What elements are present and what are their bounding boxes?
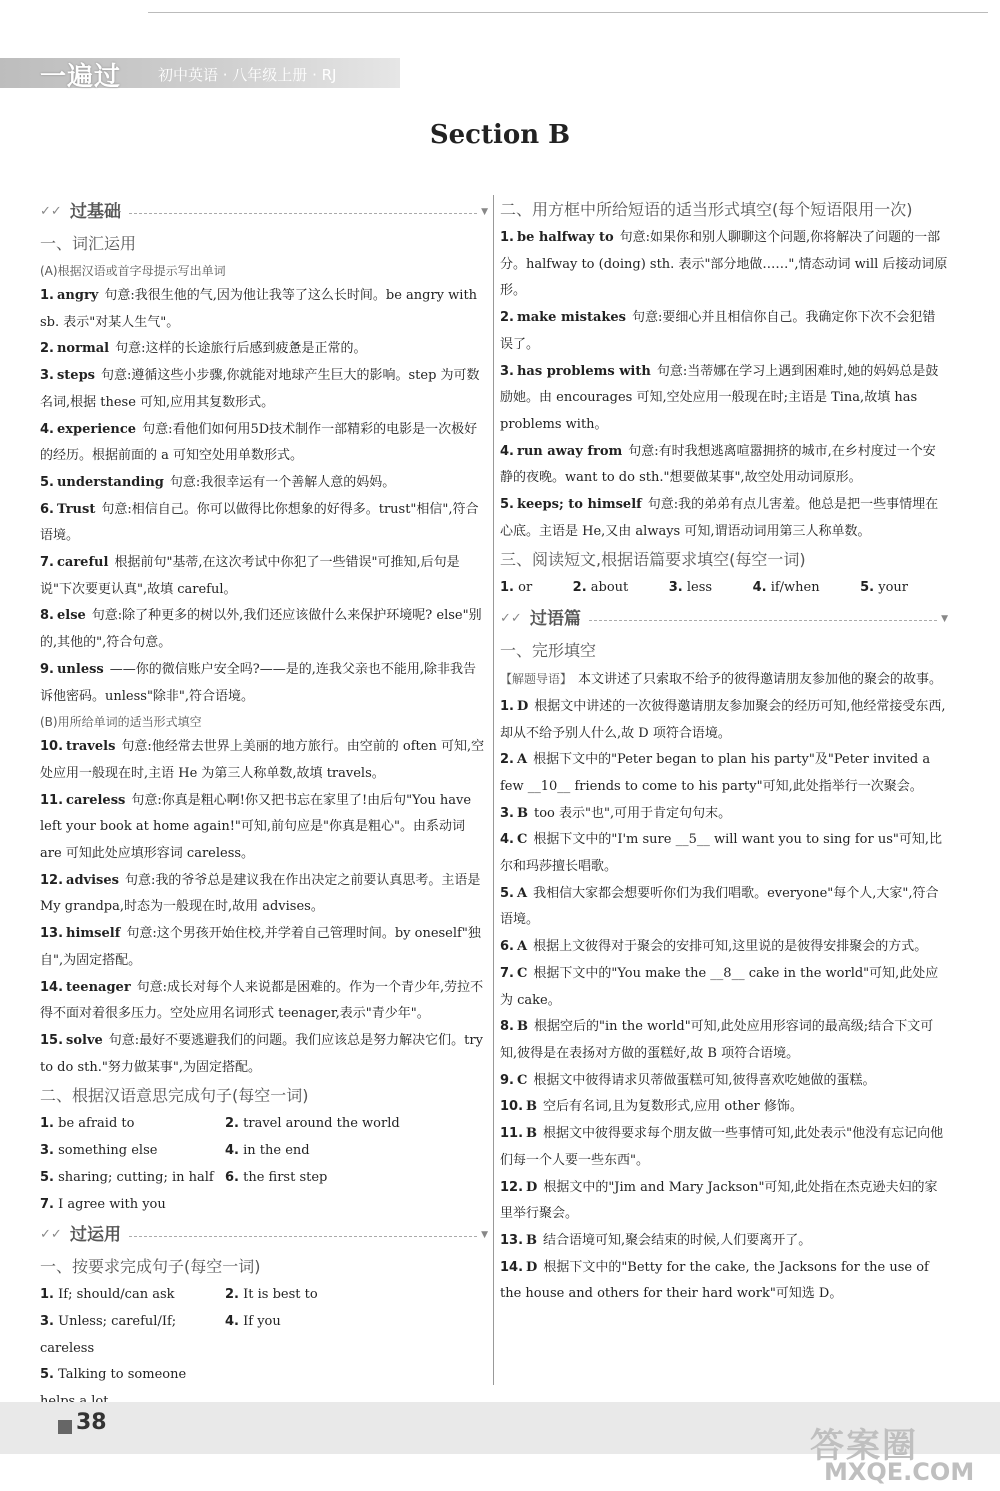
convert-answers [40,1282,488,1416]
answer-item: 13. himself 句意:这个男孩开始住校,并学着自己管理时间。by oneself"独自",为固定搭配。 [40,926,481,968]
answer-item: 3. has problems with 句意:当蒂娜在学习上遇到困难时,她的妈妈总是鼓励她。由 encourages 可知,空处应用一般现在时;主语是 Tina,故填 has problems with。 [500,363,939,432]
answer-item: 3. something else [40,1143,158,1159]
part-title: 二、用方框中所给短语的适当形式填空(每个短语限用一次) [500,200,913,219]
answer-item: 1. be afraid to [40,1116,135,1132]
answer-item: 5. Talking to someone [40,1367,187,1383]
answer-item: 10. travels 句意:他经常去世界上美丽的地方旅行。由空前的 often 可知,空处应用一般现在时,主语 He 为第三人称单数,故填 travels。 [40,739,485,781]
answer-item: 14. teenager 句意:成长对每个人来说都是困难的。作为一个青少年,劳拉不得不面对着很多压力。空处应用名词形式 teenager,表示"青少年"。 [40,979,484,1022]
answer-item: 3. less [668,580,713,596]
answer-item: 1. or [500,580,533,596]
answer-item: 5. sharing; cutting; in half [40,1169,214,1185]
answer-item: 9. C 根据文中彼得请求贝蒂做蛋糕可知,彼得喜欢吃她做的蛋糕。 [500,1072,876,1088]
answer-item: 5. A 我相信大家都会想要听你们为我们唱歌。everyone"每个人,大家",符合语境。 [500,885,939,928]
answer-item: 7. I agree with you [40,1196,166,1212]
answer-item: 1. If; should/can ask [40,1287,175,1303]
swoosh-icon: ✓✓ [500,610,522,626]
answer-item: 9. unless ——你的微信账户安全吗?——是的,连我父亲也不能用,除非我告诉他密码。unless"除非",符合语境。 [40,661,476,704]
series-label: 初中英语 · 八年级上册 · RJ [158,66,337,84]
answer-item: 6. A 根据上文彼得对于聚会的安排可知,这里说的是彼得安排聚会的方式。 [500,939,928,955]
answer-item: 11. B 根据文中彼得要求每个朋友做一些事情可知,此处表示"他没有忘记向他们每一个人要一些东西"。 [500,1126,944,1168]
answer-item: 15. solve 句意:最好不要逃避我们的问题。我们应该总是努力解决它们。try to do sth."努力做某事",为固定搭配。 [40,1032,483,1075]
section-title: 过语篇 [530,608,581,629]
watermark-logo: 答案圈 [810,1426,918,1466]
dashed-rule [129,213,477,214]
page-marker-icon [58,1420,72,1434]
sentence-answers [40,1111,488,1218]
answer-item: 14. D 根据下文中的"Betty for the cake, the Jacksons for the use of the house and others for their hard work"可知选 D。 [500,1259,929,1302]
page-number: 38 [76,1410,107,1435]
answer-item: 1. angry 句意:我很生他的气,因为他让我等了这么长时间。be angry with sb. 表示"对某人生气"。 [40,288,478,330]
section-header-application [40,1218,488,1252]
part-title: 一、完形填空 [500,641,597,661]
dashed-rule [589,620,937,621]
answer-item: 4. If you [225,1313,281,1329]
page-title: Section B [429,120,571,150]
answer-item: 3. Unless; careful/If; careless [40,1313,177,1356]
answer-item: 12. advises 句意:我的爷爷总是建议我在作出决定之前要认真思考。主语是 My grandpa,时态为一般现在时,故用 advises。 [40,872,481,915]
answer-item: 4. C 根据下文中的"I'm sure __5__ will want you to sing for us"可知,比尔和玛莎擅长唱歌。 [500,832,942,875]
reading-answers [500,575,948,602]
answer-item: 2. It is best to [225,1287,318,1303]
triangle-icon: ▼ [481,206,488,217]
answer-item: 2. make mistakes 句意:要细心并且相信你自己。我确定你下次不会犯错误了。 [500,310,936,352]
section-title: 过运用 [70,1224,121,1245]
answer-item: 12. D 根据文中的"Jim and Mary Jackson"可知,此处指在杰克逊夫妇的家里举行聚会。 [500,1179,938,1222]
answer-item: 4. experience 句意:看他们如何用5D技术制作一部精彩的电影是一次极好的经历。根据前面的 a 可知空处用单数形式。 [40,421,478,464]
section-title: 过基础 [70,201,121,222]
brand-logo: 一遍过 [40,62,122,92]
answer-item: 6. Trust 句意:相信自己。你可以做得比你想象的好得多。trust"相信",符合语境。 [40,501,479,544]
answer-item: 10. B 空后有名词,且为复数形式,应用 other 修饰。 [500,1099,803,1115]
answer-item: 7. careful 根据前句"基蒂,在这次考试中你犯了一些错误"可推知,后句是说"下次要更认真",故填 careful。 [40,555,460,597]
subpart-title: (B)用所给单词的适当形式填空 [40,715,202,730]
subpart-title: (A)根据汉语或首字母提示写出单词 [40,264,226,278]
answer-item: 4. if/when [752,580,820,596]
guide-note: 【解题导语】 本文讲述了只索取不给予的彼得邀请朋友参加他的聚会的故事。 [500,672,943,688]
column-divider [493,195,494,1385]
swoosh-icon: ✓✓ [40,203,62,219]
dashed-rule [129,1236,477,1237]
answer-item: 6. the first step [225,1169,328,1185]
triangle-icon: ▼ [941,613,948,624]
watermark-url: MXQE.COM [824,1458,975,1486]
right-column [500,195,948,1308]
answer-item: 8. else 句意:除了种更多的树以外,我们还应该做什么来保护环境呢? else"别的,其他的",符合句意。 [40,608,482,651]
answer-item: 13. B 结合语境可知,聚会结束的时候,人们要离开了。 [500,1232,812,1248]
answer-item: 5. understanding 句意:我很幸运有一个善解人意的妈妈。 [40,474,396,490]
page-header [0,0,1000,110]
answer-item: 4. run away from 句意:有时我想逃离喧嚣拥挤的城市,在乡村度过一个安静的夜晚。want to do sth."想要做某事",故空处用动词原形。 [500,443,936,486]
answer-item: 3. steps 句意:遵循这些小步骤,你就能对地球产生巨大的影响。step 为可数名词,根据 these 可知,应用其复数形式。 [40,368,480,410]
left-column [40,195,488,1416]
answer-item: 1. D 根据文中讲述的一次彼得邀请朋友参加聚会的经历可知,他经常接受东西,却从不给予别人什么,故 D 项符合语境。 [500,698,946,741]
triangle-icon: ▼ [481,1229,488,1240]
answer-item: 5. your [860,580,908,596]
answer-item: 2. A 根据下文中的"Peter began to plan his party"及"Peter invited a few __10__ friends to come to his party"可知,此处指举行一次聚会。 [500,752,931,794]
answer-item: 11. careless 句意:你真是粗心啊!你又把书忘在家里了!由后句"You have left your book at home again!"可知,前句应是"你真是粗心"。由系动词 are 可知此处应填形容词 careless。 [40,792,472,862]
answer-item: 3. B too 表示"也",可用于肯定句句末。 [500,805,732,821]
answer-item: 2. travel around the world [225,1116,400,1132]
answer-item: 4. in the end [225,1143,310,1159]
swoosh-icon: ✓✓ [40,1226,62,1242]
answer-item: 2. normal 句意:这样的长途旅行后感到疲惫是正常的。 [40,341,367,357]
section-header-passage [500,602,948,636]
answer-item: 7. C 根据下文中的"You make the __8__ cake in the world"可知,此处应为 cake。 [500,965,939,1008]
answer-item: 1. be halfway to 句意:如果你和别人聊聊这个问题,你将解决了问题的一部分。halfway to (doing) sth. 表示"部分地做……",情态动词 will 后接动词原形。 [500,230,948,299]
part-title: 一、按要求完成句子(每空一词) [40,1257,261,1277]
part-title: 三、阅读短文,根据语篇要求填空(每空一词) [500,550,806,570]
answer-item: 5. keeps; to himself 句意:我的弟弟有点儿害羞。他总是把一些事情埋在心底。主语是 He,又由 always 可知,谓语动词用第三人称单数。 [500,497,939,539]
answer-item: 8. B 根据空后的"in the world"可知,此处应用形容词的最高级;结合下文可知,彼得是在表扬对方做的蛋糕好,故 B 项符合语境。 [500,1019,934,1061]
section-header-basics [40,195,488,229]
part-title: 一、词汇运用 [40,234,137,253]
answer-item: 2. about [572,580,629,596]
part-title: 二、根据汉语意思完成句子(每空一词) [40,1086,309,1106]
